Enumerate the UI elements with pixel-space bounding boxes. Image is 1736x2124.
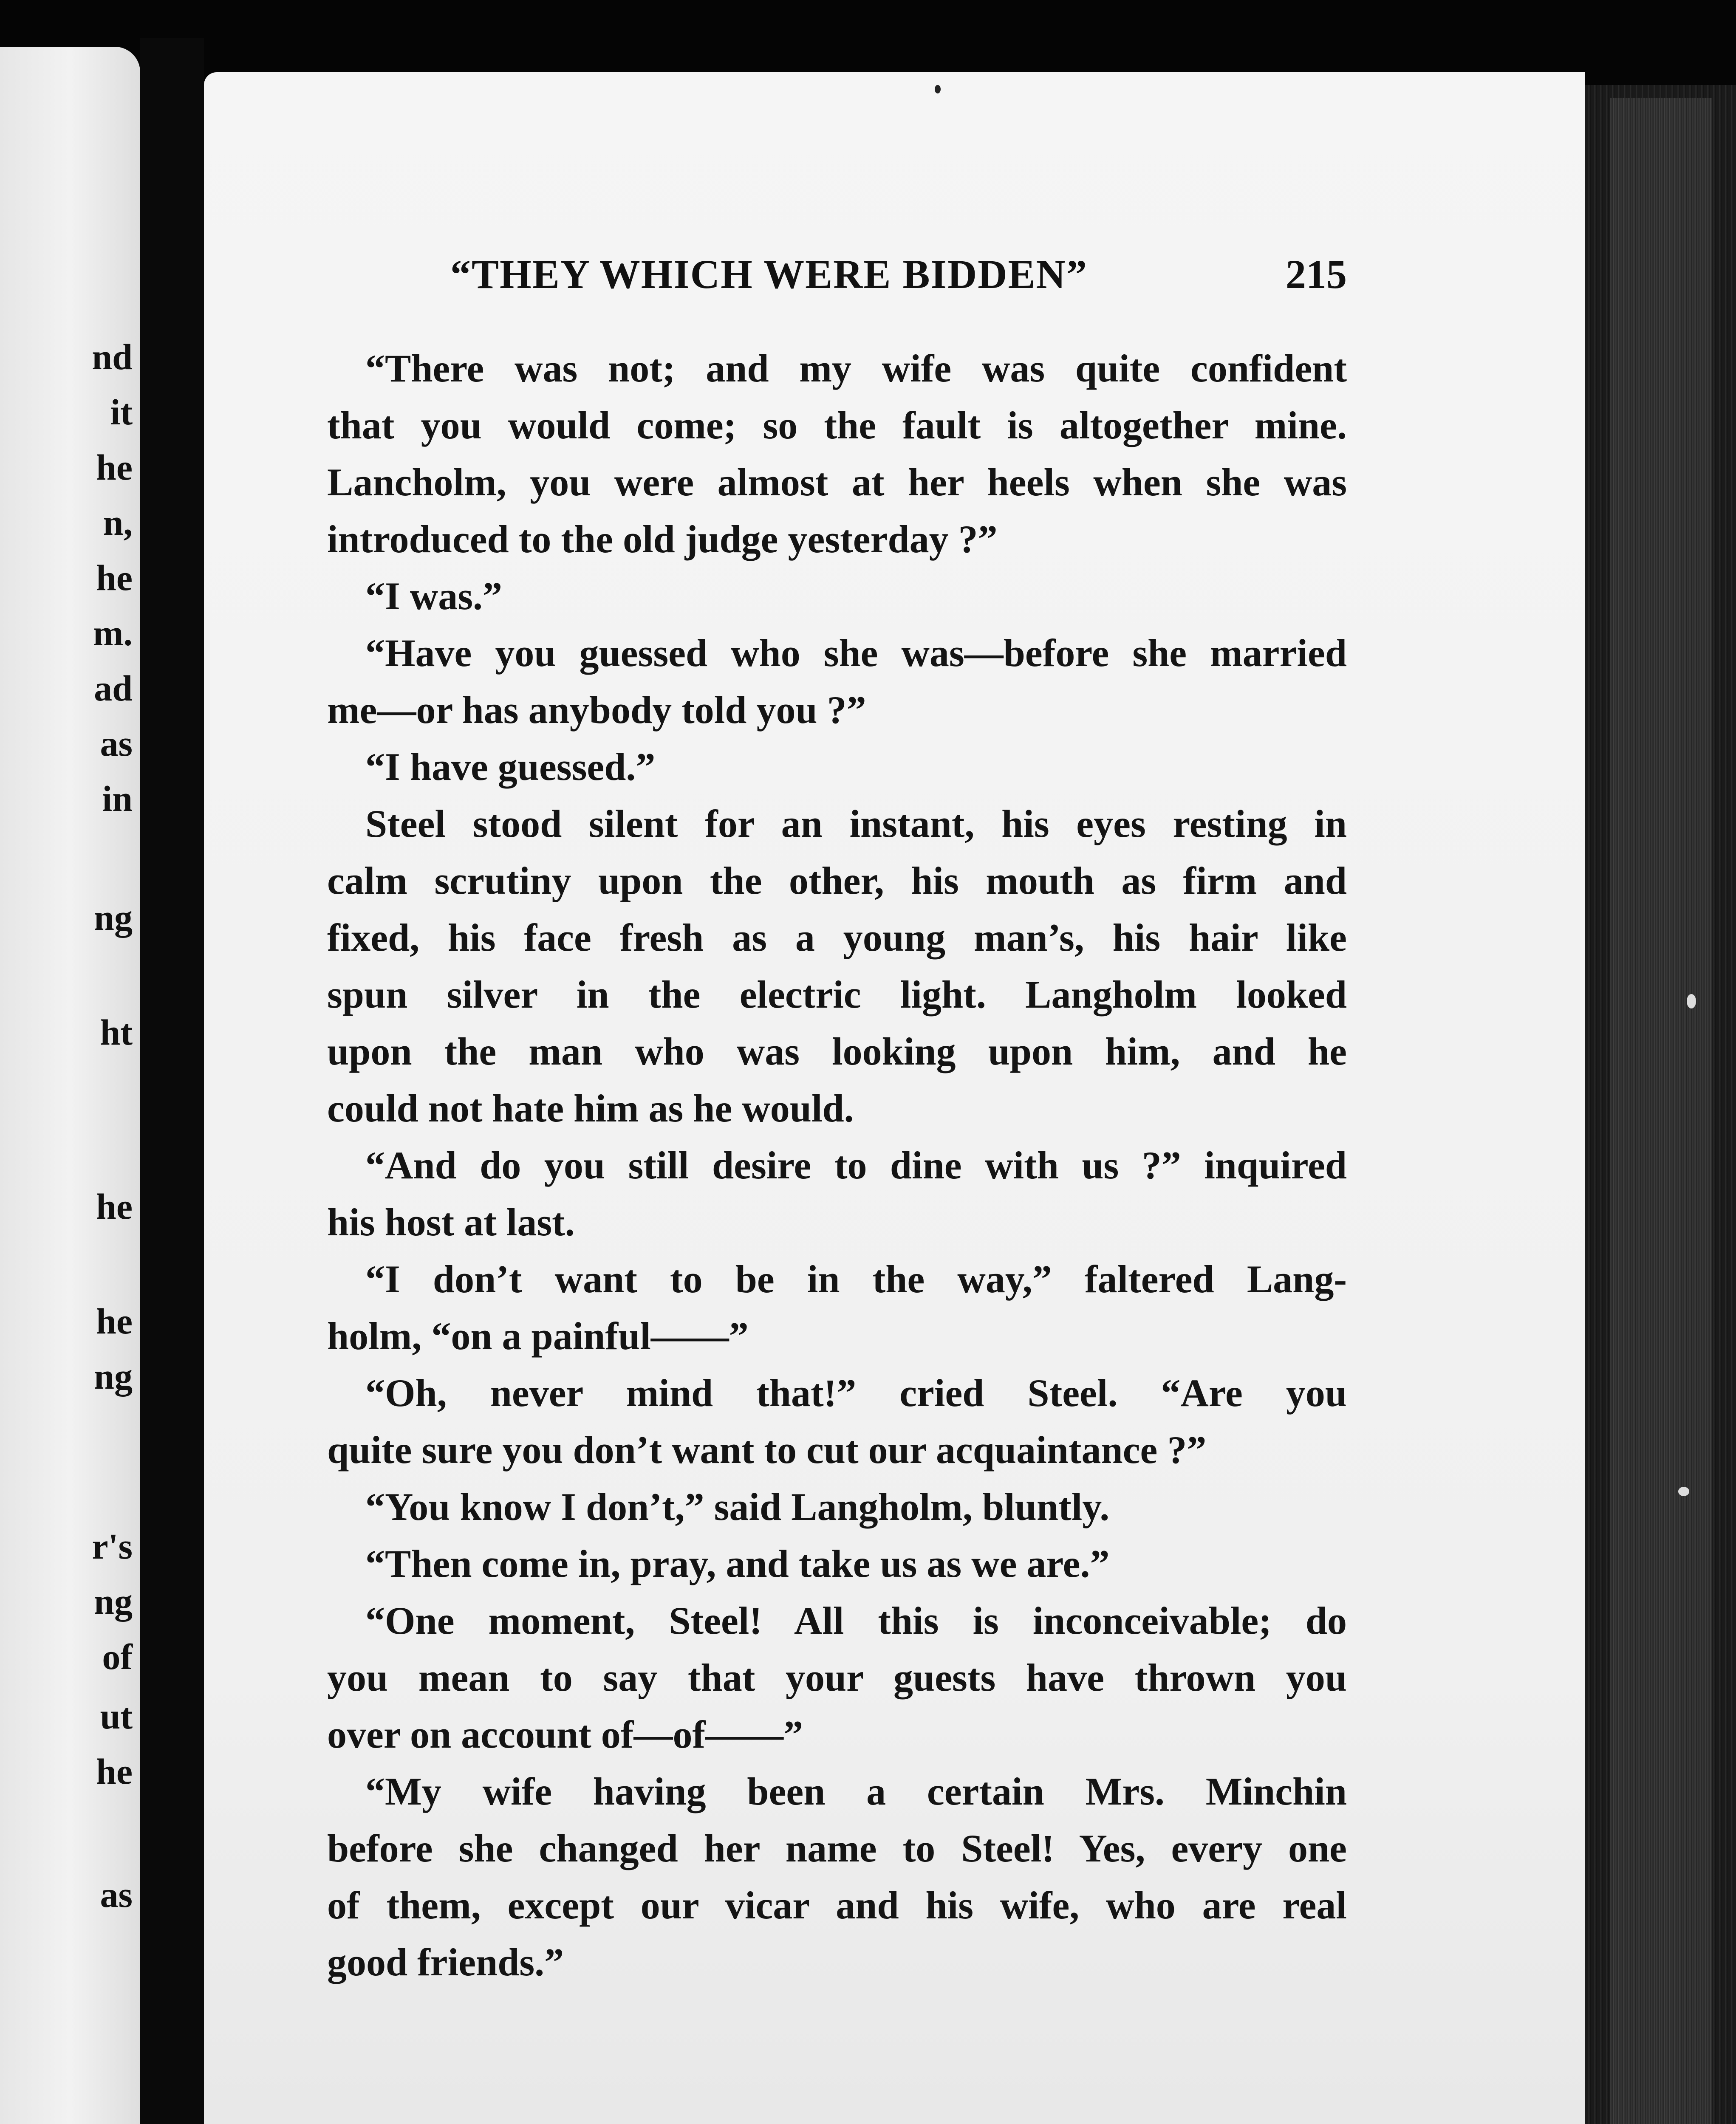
left-fragment: ut (100, 1696, 133, 1737)
text-line: spun silver in the electric light. Langholm looked (327, 973, 1347, 1016)
text-line: could not hate him as he would. (327, 1087, 854, 1130)
left-fragment: ng (94, 897, 133, 938)
scan-speck (935, 85, 941, 93)
text-line: “And do you still desire to dine with us ?” inquired (365, 1144, 1347, 1187)
text-line: “I was.” (365, 574, 503, 618)
text-line: “One moment, Steel! All this is inconceivable; do (365, 1599, 1347, 1642)
text-line: calm scrutiny upon the other, his mouth as firm and (327, 859, 1347, 902)
left-fragment: r's (92, 1526, 133, 1567)
left-fragment: ng (94, 1581, 133, 1622)
text-line: “You know I don’t,” said Langholm, bluntly. (365, 1485, 1110, 1528)
page-number: 215 (1286, 251, 1347, 297)
text-line: “Oh, never mind that!” cried Steel. “Are you (365, 1371, 1347, 1415)
page-edges-inner (1610, 98, 1712, 2124)
left-fragment: n, (103, 502, 133, 543)
running-head-title: “THEY WHICH WERE BIDDEN” (450, 251, 1088, 297)
left-fragment: he (96, 1301, 133, 1342)
text-line: “My wife having been a certain Mrs. Minchin (365, 1770, 1347, 1813)
text-line: introduced to the old judge yesterday ?” (327, 517, 998, 561)
text-line: Steel stood silent for an instant, his eyes resting in (365, 802, 1347, 845)
text-line: holm, “on a painful——” (327, 1314, 749, 1358)
text-line: before she changed her name to Steel! Yes, every one (327, 1827, 1347, 1870)
left-fragment: in (102, 778, 133, 819)
text-line: fixed, his face fresh as a young man’s, his hair like (327, 916, 1347, 959)
left-fragment: ad (94, 668, 133, 709)
text-line: “I don’t want to be in the way,” faltered Lang- (365, 1257, 1347, 1301)
text-line: of them, except our vicar and his wife, who are real (327, 1884, 1347, 1927)
scan-speck (1678, 1487, 1689, 1496)
text-line: “Then come in, pray, and take us as we are.” (365, 1542, 1110, 1585)
left-fragment: he (96, 557, 133, 598)
book-gutter (140, 38, 204, 2124)
left-fragment: m. (93, 613, 133, 653)
text-line: good friends.” (327, 1940, 564, 1984)
text-line: his host at last. (327, 1200, 575, 1244)
scan-speck (1687, 994, 1696, 1008)
left-fragment: ng (94, 1356, 133, 1397)
left-fragment: nd (92, 336, 133, 377)
left-fragment: he (96, 1751, 133, 1792)
left-fragment: as (100, 1874, 133, 1915)
text-line: that you would come; so the fault is altogether mine. (327, 404, 1347, 447)
left-fragment: ht (100, 1012, 133, 1053)
left-fragment: of (102, 1636, 133, 1677)
left-fragment: as (100, 723, 133, 764)
left-fragment: he (96, 1186, 133, 1227)
text-line: over on account of—of——” (327, 1713, 803, 1756)
left-fragment: he (96, 447, 133, 488)
text-line: “Have you guessed who she was—before she married (365, 631, 1347, 675)
text-line: “There was not; and my wife was quite confident (365, 347, 1347, 390)
page-body-text (327, 340, 1347, 1991)
text-line: me—or has anybody told you ?” (327, 688, 866, 732)
text-line: upon the man who was looking upon him, and he (327, 1030, 1347, 1073)
text-line: quite sure you don’t want to cut our acquaintance ?” (327, 1428, 1207, 1472)
left-fragment: it (110, 392, 133, 432)
text-line: “I have guessed.” (365, 745, 656, 788)
text-line: you mean to say that your guests have thrown you (327, 1656, 1347, 1699)
text-line: Lancholm, you were almost at her heels when she was (327, 460, 1347, 504)
left-facing-page (0, 47, 140, 2124)
